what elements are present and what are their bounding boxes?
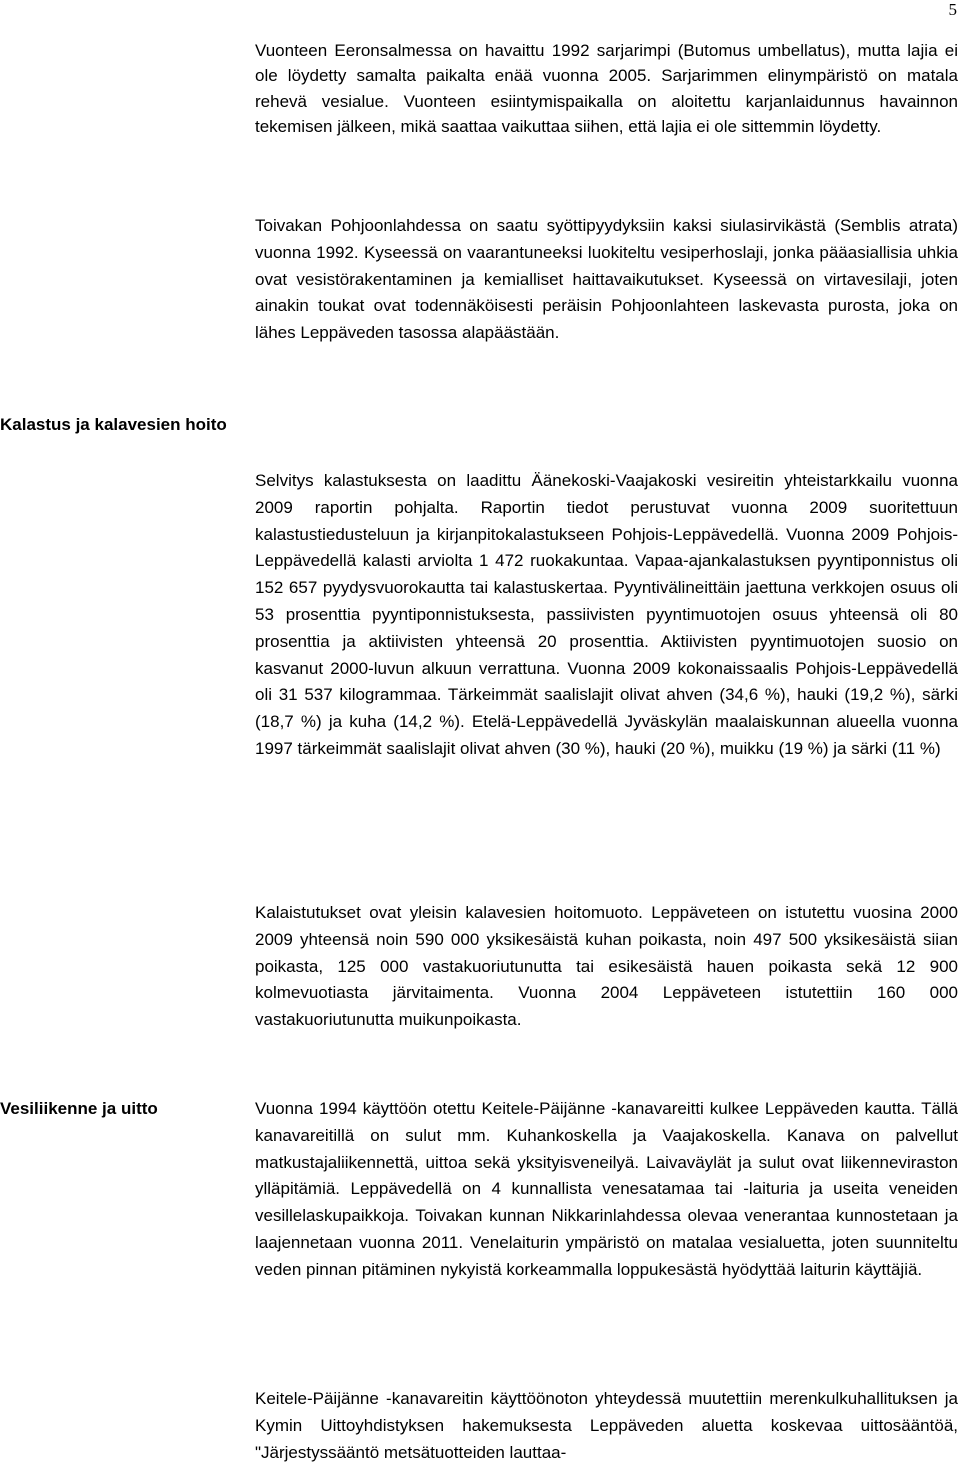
paragraph-kalaistutukset: Kalaistutukset ovat yleisin kalavesien hoitomuoto. Leppäveteen on istutettu vuosina 2000 2009 yhteensä noin 590 000 yksikesäistä kuhan poikasta, noin 497 500 yksikesäistä siian poikasta, 125 000 vastakuoriutunutta tai esikesäistä hauen poikasta sekä 12 900 kolmevuotiasta järvitaimenta. Vuonna 2004 Leppäveteen istutettiin 160 000 vastakuoriutunutta muikunpoikasta. bbox=[255, 903, 958, 1030]
paragraph-kanavareitti: Vuonna 1994 käyttöön otettu Keitele-Päijänne -kanavareitti kulkee Leppäveden kautta. Tällä kanavareitillä on sulut mm. Kuhankoskella ja Vaajakoskella. Kanava on palvellut matkustajaliikennettä, uittoa sekä yksityisveneilyä. Laivaväylät ja sulut ovat liikenneviraston ylläpitämiä. Leppävedellä on 4 kunnallista venesatamaa tai -laituria ja useita veneiden vesillelaskupaikkoja. Toivakan kunnan Nikkarinlahdessa olevaa venerantaa kunnostetaan ja laajennetaan vuonna 2011. Venelaiturin ympäristö on matalaa vesialuetta, joten suunniteltu veden pinnan pitäminen nykyistä korkeammalla loppukesästä hyödyttää laiturin käyttäjiä. bbox=[255, 1099, 958, 1279]
section-heading-kalastus: Kalastus ja kalavesien hoito bbox=[0, 415, 227, 434]
paragraph-sarjarimpi: Vuonteen Eeronsalmessa on havaittu 1992 sarjarimpi (Butomus umbellatus), mutta lajia ei ole löydetty samalta paikalta enää vuonna 2005. Sarjarimmen elinympäristö on matala rehevä vesialue. Vuonteen esiintymispaikalla on aloitettu karjanlaidunnus havainnon tekemisen jälkeen, mikä saattaa vaikuttaa siihen, että lajia ei ole sittemmin löydetty. bbox=[255, 41, 958, 137]
section-heading-vesiliikenne: Vesiliikenne ja uitto bbox=[0, 1099, 158, 1118]
paragraph-uittosaanto: Keitele-Päijänne -kanavareitin käyttöönoton yhteydessä muutettiin merenkulkuhallituksen ja Kymin Uittoyhdistyksen hakemuksesta Leppäveden aluetta koskevaa uittosääntöä, "Järjestyssääntö metsätuotteiden lauttaa- bbox=[255, 1389, 958, 1462]
paragraph-kalastus-selvitys: Selvitys kalastuksesta on laadittu Äänekoski-Vaajakoski vesireitin yhteistarkkailu vuonna 2009 raportin pohjalta. Raportin tiedot perustuvat vuonna 2009 suoritettuun kalastustiedusteluun ja kirjanpitokalastukseen Pohjois-Leppävedellä. Vuonna 2009 Pohjois-Leppävedellä kalasti arviolta 1 472 ruokakuntaa. Vapaa-ajankalastuksen pyyntiponnistus oli 152 657 pyydysvuorokautta tai kalastuskertaa. Pyyntivälineittäin jaettuna verkkojen osuus oli 53 prosenttia pyyntiponnistuksesta, passiivisten pyyntimuotojen osuus yhteensä oli 80 prosenttia ja aktiivisten yhteensä 20 prosenttia. Aktiivisten pyyntimuotojen suosio on kasvanut 2000-luvun alkuun verrattuna. Vuonna 2009 kokonaissaalis Pohjois-Leppävedellä oli 31 537 kilogrammaa. Tärkeimmät saalislajit olivat ahven (34,6 %), hauki (19,2 %), särki (18,7 %) ja kuha (14,2 %). Etelä-Leppävedellä Jyväskylän maalaiskunnan alueella vuonna 1997 tärkeimmät saalislajit olivat ahven (30 %), hauki (20 %), muikku (19 %) ja särki (11 %) bbox=[255, 471, 958, 758]
paragraph-siulasirvikas: Toivakan Pohjoonlahdessa on saatu syöttipyydyksiin kaksi siulasirvikästä (Semblis atrata) vuonna 1992. Kyseessä on vaarantuneeksi luokiteltu vesiperhoslaji, jonka pääasiallisia uhkia ovat vesistörakentaminen ja kemialliset haittavaikutukset. Kyseessä on virtavesilaji, joten ainakin toukat ovat todennäköisesti peräisin Pohjoonlahteen laskevasta purosta, joka on lähes Leppäveden tasossa alapäästään. bbox=[255, 216, 958, 343]
page-number: 5 bbox=[948, 0, 957, 19]
